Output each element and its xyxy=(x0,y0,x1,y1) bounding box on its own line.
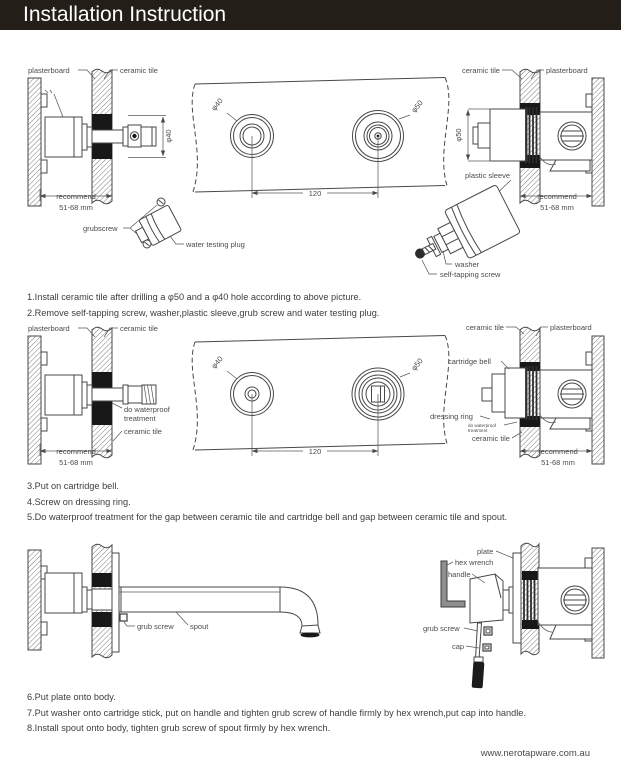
dressing-ring-label: dressing ring xyxy=(430,412,473,421)
plate-label: plate xyxy=(477,547,494,556)
waterproof-label-2: treatment xyxy=(124,414,156,423)
handle-cap xyxy=(483,644,491,651)
diagram2-wall-section-left xyxy=(28,324,171,467)
self-tapping-screw-label: self-tapping screw xyxy=(440,270,501,279)
dressing-ring xyxy=(492,374,505,412)
cartridge-bell-label: cartridge bell xyxy=(448,357,491,366)
page-title: Installation Instruction xyxy=(23,3,227,26)
diagram2-wall-section-right xyxy=(430,323,604,467)
wall-stud xyxy=(28,78,41,206)
instructions-block-2 xyxy=(27,479,507,526)
ceramic-tile-label: ceramic tile xyxy=(120,324,158,333)
diagram3-spout-section xyxy=(28,544,320,658)
instruction-step-6: 6.Put plate onto body. xyxy=(27,692,116,702)
dia40-callout: φ40 xyxy=(209,354,225,371)
ceramic-tile-label: ceramic tile xyxy=(462,66,500,75)
wall-stud xyxy=(28,550,41,650)
recommend-range: 51-68 mm xyxy=(59,458,93,467)
dim-120: 120 xyxy=(308,189,322,198)
ceramic-tile-label-2: ceramic tile xyxy=(472,434,510,443)
valve-body xyxy=(45,573,82,613)
grubscrew-label: grubscrew xyxy=(83,224,118,233)
diagram3-handle-section xyxy=(423,543,604,688)
wall-stud xyxy=(592,78,604,206)
trim-sleeve xyxy=(490,109,527,161)
grub-screw-label: grub screw xyxy=(137,622,174,631)
spout-tube xyxy=(119,587,280,612)
plasterboard-label: plasterboard xyxy=(28,324,70,333)
hex-wrench xyxy=(441,561,465,607)
plasterboard-label: plasterboard xyxy=(550,323,592,332)
recommend-range: 51-68 mm xyxy=(541,458,575,467)
waterproof-label-1: do waterproof xyxy=(124,405,170,414)
valve-body xyxy=(45,375,82,415)
hex-wrench-label: hex wrench xyxy=(455,558,494,567)
instruction-step-4: 4.Screw on dressing ring. xyxy=(27,496,131,507)
instructions-block-1 xyxy=(27,290,379,321)
water-testing-plug xyxy=(132,205,182,250)
instruction-step-3: 3.Put on cartridge bell. xyxy=(27,481,119,491)
instructions-block-3 xyxy=(27,690,526,737)
dia40-callout: φ40 xyxy=(209,96,225,113)
diagram1-removable-parts xyxy=(83,198,245,250)
diagram1-wall-section-right xyxy=(403,66,604,280)
wall-stud xyxy=(592,336,604,464)
wall-stud xyxy=(28,336,41,464)
wall-plate xyxy=(112,553,119,652)
recommend-label: recommend xyxy=(538,447,578,456)
waterproof-small-1: do waterproof xyxy=(468,423,497,428)
ceramic-tile-label: ceramic tile xyxy=(466,323,504,332)
instruction-step-8: 8.Install spout onto body, tighten grub screw of spout firmly by hex wrench. xyxy=(27,723,331,734)
handle-grub-screw xyxy=(484,627,492,635)
recommend-range: 51-68 mm xyxy=(540,203,574,212)
washer-label: washer xyxy=(455,260,480,269)
recommend-range: 51-68 mm xyxy=(59,203,93,212)
cartridge-bell xyxy=(505,368,527,418)
waterproof-small-2: treatment xyxy=(468,428,488,433)
diagram2-tile-face xyxy=(192,336,449,457)
hex-key-shaft xyxy=(476,623,482,659)
water-testing-plug-label: water testing plug xyxy=(186,240,245,249)
spout-grub-screw xyxy=(120,614,127,621)
recommend-label: recommend xyxy=(56,192,96,201)
dim-120: 120 xyxy=(308,447,322,456)
spout-outlet xyxy=(301,633,320,638)
cap-label: cap xyxy=(452,642,465,651)
valve-body xyxy=(45,117,82,157)
recommend-label: recommend xyxy=(537,192,577,201)
dia50-callout: φ50 xyxy=(409,356,425,373)
hex-key-grip xyxy=(472,662,485,689)
instruction-step-1: 1.Install ceramic tile after drilling a φ50 and a φ40 hole according to above picture. xyxy=(27,292,362,302)
instruction-step-7: 7.Put washer onto cartridge stick, put on handle and tighten grub screw of handle firmly by hex wrench,put cap into handle. xyxy=(27,707,526,718)
handle-label: handle xyxy=(448,570,471,579)
grub-screw-label: grub screw xyxy=(423,624,460,633)
wall-plate xyxy=(513,553,521,643)
plastic-sleeve-label: plastic sleeve xyxy=(465,171,511,180)
plasterboard-label: plasterboard xyxy=(28,66,70,75)
handle xyxy=(470,574,503,623)
ceramic-tile-label: ceramic tile xyxy=(120,66,158,75)
wall-stud xyxy=(592,548,604,658)
instruction-step-2: 2.Remove self-tapping screw, washer,plastic sleeve,grub screw and water testing plug. xyxy=(27,307,380,318)
website-url: www.nerotapware.com.au xyxy=(480,748,590,759)
plasterboard-label: plasterboard xyxy=(546,66,588,75)
dim-dia50: φ50 xyxy=(454,128,463,142)
recommend-label: recommend xyxy=(56,447,96,456)
ceramic-tile-label-2: ceramic tile xyxy=(124,427,162,436)
instruction-step-5: 5.Do waterproof treatment for the gap between ceramic tile and cartridge bell and gap between ceramic tile and spout. xyxy=(27,512,508,523)
spout-label: spout xyxy=(190,622,209,631)
diagram1-wall-section-left xyxy=(28,66,173,212)
dim-dia40: φ40 xyxy=(164,129,173,143)
diagram1-tile-face xyxy=(192,78,449,199)
dia50-callout: φ50 xyxy=(409,98,425,115)
